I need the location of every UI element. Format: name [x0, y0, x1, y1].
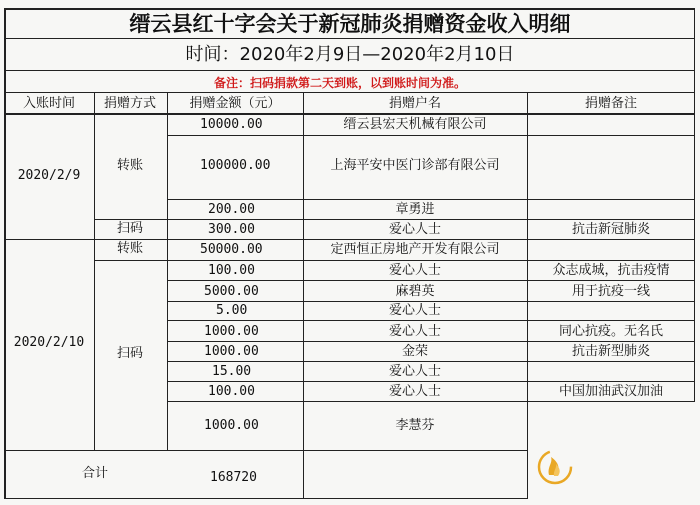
row-line	[167, 381, 695, 382]
col-line	[167, 92, 168, 451]
amount-cell: 15.00	[212, 364, 252, 379]
line-note-bottom	[4, 92, 695, 93]
amount-cell: 200.00	[208, 202, 255, 217]
donor-cell: 爱心人士	[388, 263, 442, 278]
donor-cell: 上海平安中医门诊部有限公司	[330, 158, 500, 173]
row-line	[167, 320, 695, 321]
flame-logo-icon	[537, 449, 573, 485]
donor-cell: 章勇进	[395, 202, 435, 217]
col-line	[303, 92, 304, 499]
col-line	[527, 92, 528, 499]
row-line	[167, 280, 695, 281]
donor-cell: 李慧芬	[395, 418, 435, 433]
method-cell: 扫码	[116, 346, 144, 361]
amount-cell: 300.00	[208, 222, 255, 237]
amount-cell: 10000.00	[200, 117, 263, 132]
border-bottom	[4, 498, 528, 499]
donor-cell: 爱心人士	[388, 384, 442, 399]
amount-cell: 1000.00	[204, 418, 259, 433]
amount-cell: 1000.00	[204, 324, 259, 339]
date-cell: 2020/2/10	[13, 335, 85, 350]
amount-cell: 5.00	[216, 303, 248, 318]
border-top	[4, 8, 695, 10]
date-cell: 2020/2/9	[17, 168, 81, 183]
donor-cell: 缙云县宏天机械有限公司	[343, 117, 487, 132]
donor-cell: 爱心人士	[388, 324, 442, 339]
amount-cell: 100.00	[208, 384, 255, 399]
page-title: 缙云县红十字会关于新冠肺炎捐赠资金收入明细	[129, 12, 571, 36]
row-line	[94, 260, 695, 261]
row-line	[4, 239, 695, 240]
header-time: 入账时间	[22, 96, 76, 111]
amount-cell: 100000.00	[200, 158, 271, 173]
row-line	[167, 199, 695, 200]
amount-cell: 1000.00	[204, 344, 259, 359]
remark-cell: 同心抗疫。无名氏	[558, 324, 664, 339]
remark-cell: 抗击新冠肺炎	[571, 222, 651, 237]
row-line	[94, 219, 695, 220]
amount-cell: 5000.00	[204, 284, 259, 299]
donor-cell: 爱心人士	[388, 222, 442, 237]
row-line	[167, 135, 695, 136]
amount-cell: 100.00	[208, 263, 255, 278]
header-amount: 捐赠金额（元）	[189, 96, 281, 111]
col-line	[94, 92, 95, 451]
remark-cell: 众志成城，抗击疫情	[552, 263, 670, 278]
border-right	[694, 8, 695, 402]
method-cell: 转账	[116, 158, 144, 173]
donor-cell: 麻碧英	[395, 284, 435, 299]
row-line	[167, 341, 695, 342]
row-line	[167, 301, 695, 302]
method-cell: 转账	[116, 241, 144, 256]
method-cell: 扫码	[116, 221, 144, 236]
border-left	[4, 8, 6, 499]
line-title-bottom	[4, 38, 695, 39]
note-text: 备注：扫码捐款第二天到账，以到账时间为准。	[213, 76, 467, 90]
total-label: 合计	[81, 466, 109, 481]
line-header-bottom	[4, 113, 695, 115]
header-remark: 捐赠备注	[584, 96, 638, 111]
period-text: 时间：2020年2月9日—2020年2月10日	[185, 44, 515, 65]
row-line	[167, 401, 695, 402]
row-line	[167, 361, 695, 362]
header-method: 捐赠方式	[103, 96, 157, 111]
remark-cell: 中国加油武汉加油	[558, 384, 664, 399]
line-total-top	[4, 450, 528, 451]
total-amount: 168720	[210, 470, 257, 485]
remark-cell: 抗击新型肺炎	[571, 344, 651, 359]
header-donor: 捐赠户名	[388, 96, 442, 111]
donor-cell: 爱心人士	[388, 364, 442, 379]
donor-cell: 定西恒正房地产开发有限公司	[330, 242, 500, 257]
line-period-bottom	[4, 70, 695, 71]
donor-cell: 金荣	[401, 344, 429, 359]
amount-cell: 50000.00	[200, 242, 263, 257]
donor-cell: 爱心人士	[388, 303, 442, 318]
remark-cell: 用于抗疫一线	[571, 284, 651, 299]
